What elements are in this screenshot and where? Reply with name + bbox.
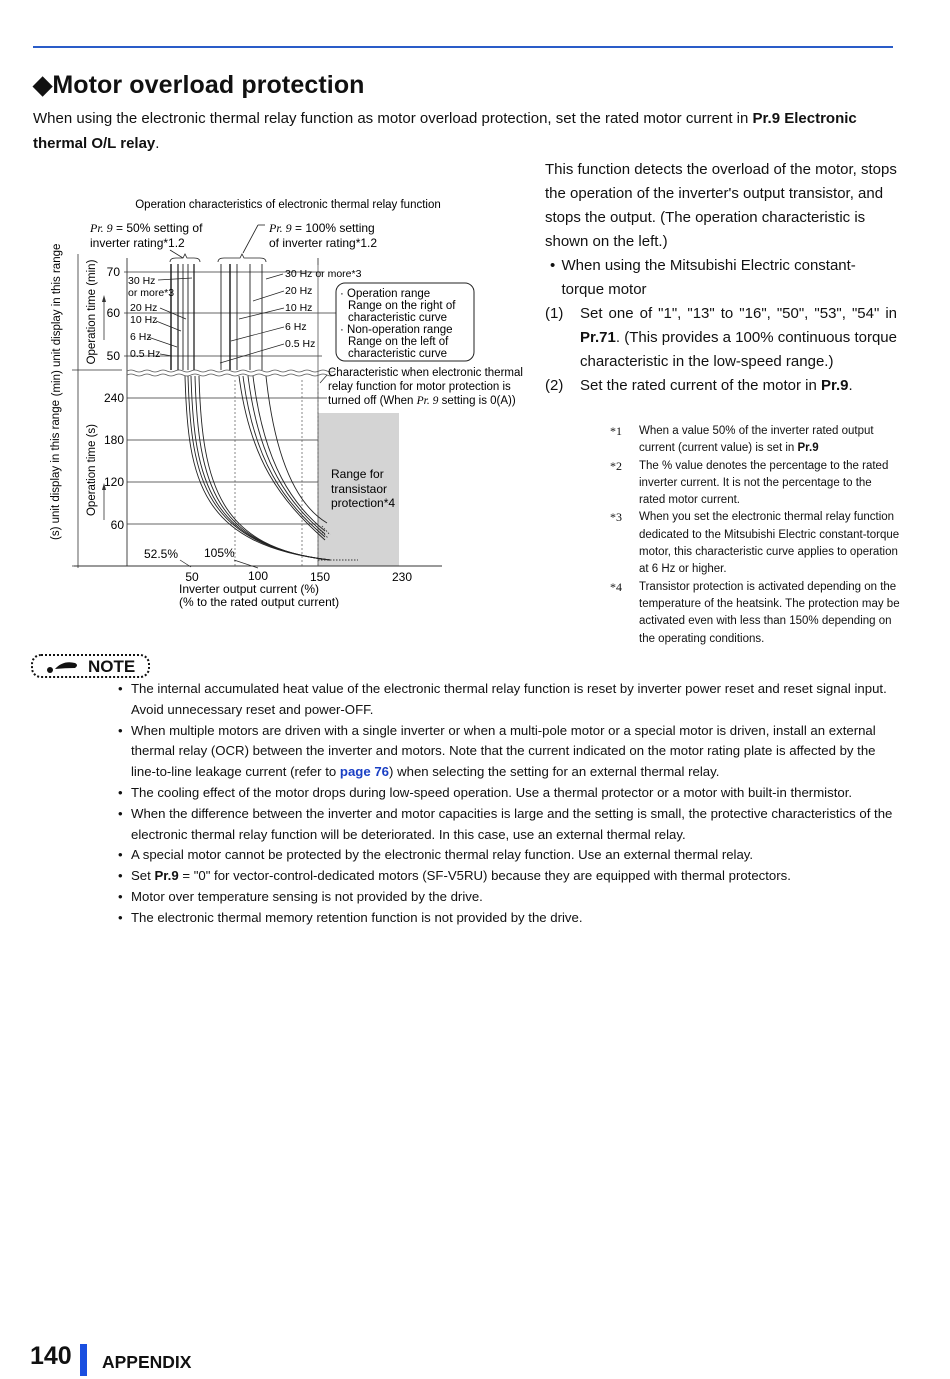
svg-text:240: 240	[103, 391, 124, 405]
svg-text:60: 60	[106, 306, 120, 320]
svg-text:transistaor: transistaor	[331, 482, 388, 496]
footnote-2: *2 The % value denotes the percentage to the rated inverter current. It is not the percentage to the rated motor current.	[610, 458, 889, 507]
svg-text:180: 180	[103, 433, 124, 447]
note-item: • The cooling effect of the motor drops during low-speed operation. Use a thermal protector or a motor with built-in thermistor.	[118, 784, 853, 800]
note-item: • When multiple motors are driven with a single inverter or when a multi-pole motor or a special motor is driven, install an external thermal relay (OCR) between the inverter and motors. Note that the current indicated on the motor rating plate is affected by the line-to-line leakage current (refer to page 76) when selecting the setting for an external thermal relay.	[118, 722, 876, 780]
footer-section: APPENDIX	[102, 1352, 192, 1372]
note-item: • The internal accumulated heat value of the electronic thermal relay function is reset by inverter power reset and reset signal input. Avoid unnecessary reset and power-OFF.	[118, 681, 887, 717]
y-label-s: Operation time (s)	[86, 423, 98, 517]
group-100-label: of inverter rating*1.2	[269, 236, 378, 250]
footer-bar	[80, 1344, 87, 1376]
svg-text:0.5 Hz: 0.5 Hz	[130, 348, 161, 360]
svg-text:Pr. 9 = 100% setting: Pr. 9 = 100% setting	[269, 221, 375, 235]
footnote-1: *1 When a value 50% of the inverter rated output current (current value) is set in Pr.9	[610, 424, 874, 455]
note-label: NOTE	[88, 657, 136, 676]
description	[545, 158, 897, 398]
x-axis-label-2: (% to the rated output current)	[179, 595, 340, 609]
header-rule	[33, 46, 893, 48]
svg-text:characteristic curve: characteristic curve	[348, 348, 448, 360]
page-76-link[interactable]: page 76	[339, 764, 390, 780]
note-item: • When the difference between the inverter and motor capacities is large and the setting is small, the protective characteristics of the electronic thermal relay function will be deteriorated. In this case, use an external thermal relay.	[118, 805, 893, 842]
y-label-min: Operation time (min)	[86, 259, 98, 365]
chart-title: Operation characteristics of electronic thermal relay function	[135, 199, 441, 211]
description-paragraph: This function detects the overload of the motor, stops the operation of the inverter's output transistor, and stops the output. (The operation characteristic is shown on the left.)	[545, 161, 897, 250]
svg-text:60: 60	[110, 518, 124, 532]
svg-text:Characteristic when electronic: Characteristic when electronic thermal	[328, 367, 523, 379]
svg-text:20 Hz: 20 Hz	[285, 285, 313, 297]
intro-text: When using the electronic thermal relay function as motor overload protection, set the rated motor current in	[33, 110, 753, 127]
svg-text:50: 50	[185, 570, 199, 584]
x-axis-label: Inverter output current (%)	[179, 582, 320, 596]
svg-text:10 Hz: 10 Hz	[285, 302, 313, 314]
footnote-3: *3 When you set the electronic thermal relay function dedicated to the Mitsubishi Electric constant-torque motor, this characteristic curve applies to operation at 6 Hz or higher.	[610, 510, 900, 576]
note-item: • Motor over temperature sensing is not provided by the drive.	[118, 888, 483, 904]
svg-text:6 Hz: 6 Hz	[130, 331, 152, 343]
min-range-label: (min) unit display in this range	[51, 243, 63, 397]
svg-text:50: 50	[106, 349, 120, 363]
svg-text:Range on the right of: Range on the right of	[348, 300, 456, 312]
svg-text:Range on the left of: Range on the left of	[348, 336, 449, 348]
intro-param: Pr.9 Electronic thermal O/L relay	[33, 110, 857, 152]
svg-text:100: 100	[247, 569, 269, 583]
footnotes	[610, 423, 900, 648]
step-2: (2) Set the rated current of the motor in Pr.9.	[545, 377, 853, 394]
s-range-label: (s) unit display in this range	[50, 400, 62, 540]
note-item: • Set Pr.9 = "0" for vector-control-dedicated motors (SF-V5RU) because they are equipped with thermal protectors.	[118, 868, 791, 884]
intro-end: .	[155, 135, 160, 152]
step-1: (1) Set one of "1", "13" to "16", "50", "53", "54" in Pr.71. (This provides a 100% continuous torque characteristic in the low-speed range.)	[545, 305, 897, 370]
svg-text:Pr. 9 = 50% setting of: Pr. 9 = 50% setting of	[90, 221, 203, 235]
thermal-relay-chart	[40, 190, 540, 620]
svg-text:52.5%: 52.5%	[144, 547, 179, 561]
svg-text:10 Hz: 10 Hz	[130, 314, 158, 326]
section-title: ◆Motor overload protection	[33, 71, 365, 99]
svg-text:protection*4: protection*4	[331, 496, 396, 510]
svg-text:· Non-operation range: · Non-operation range	[340, 324, 453, 336]
page-number: 140	[30, 1342, 72, 1370]
svg-text:Range for: Range for	[331, 467, 384, 481]
note-item: • The electronic thermal memory retention function is not provided by the drive.	[118, 909, 583, 925]
note-item: • A special motor cannot be protected by the electronic thermal relay function. Use an external thermal relay.	[118, 847, 754, 863]
svg-text:· Operation range: · Operation range	[340, 288, 431, 300]
pencil-icon	[45, 659, 83, 675]
bullet-icon: •	[550, 257, 556, 274]
svg-text:150: 150	[309, 570, 331, 584]
description-bullet: • When using the Mitsubishi Electric constant-torque motor	[545, 254, 897, 302]
notes-list	[118, 679, 898, 929]
svg-text:20 Hz: 20 Hz	[130, 302, 158, 314]
svg-text:6 Hz: 6 Hz	[285, 321, 307, 333]
svg-text:70: 70	[106, 265, 120, 279]
svg-text:30 Hz or more*3: 30 Hz or more*3	[285, 268, 362, 280]
svg-text:relay function for motor prote: relay function for motor protection is	[328, 381, 511, 393]
footnote-4: *4 Transistor protection is activated depending on the temperature of the heatsink. The protection may be activated even with less than 150% depending on the operating conditions.	[610, 579, 900, 645]
svg-text:characteristic curve: characteristic curve	[348, 312, 448, 324]
note-badge	[31, 654, 150, 678]
group-50-label: inverter rating*1.2	[90, 236, 185, 250]
svg-text:0.5 Hz: 0.5 Hz	[285, 338, 316, 350]
svg-text:30 Hz: 30 Hz	[128, 275, 156, 287]
svg-text:120: 120	[103, 475, 124, 489]
svg-text:105%: 105%	[204, 546, 235, 560]
intro-paragraph	[33, 106, 903, 156]
svg-text:or more*3: or more*3	[128, 287, 175, 299]
svg-text:turned off (When Pr. 9 setting: turned off (When Pr. 9 setting is 0(A))	[328, 395, 516, 407]
svg-text:230: 230	[391, 570, 413, 584]
